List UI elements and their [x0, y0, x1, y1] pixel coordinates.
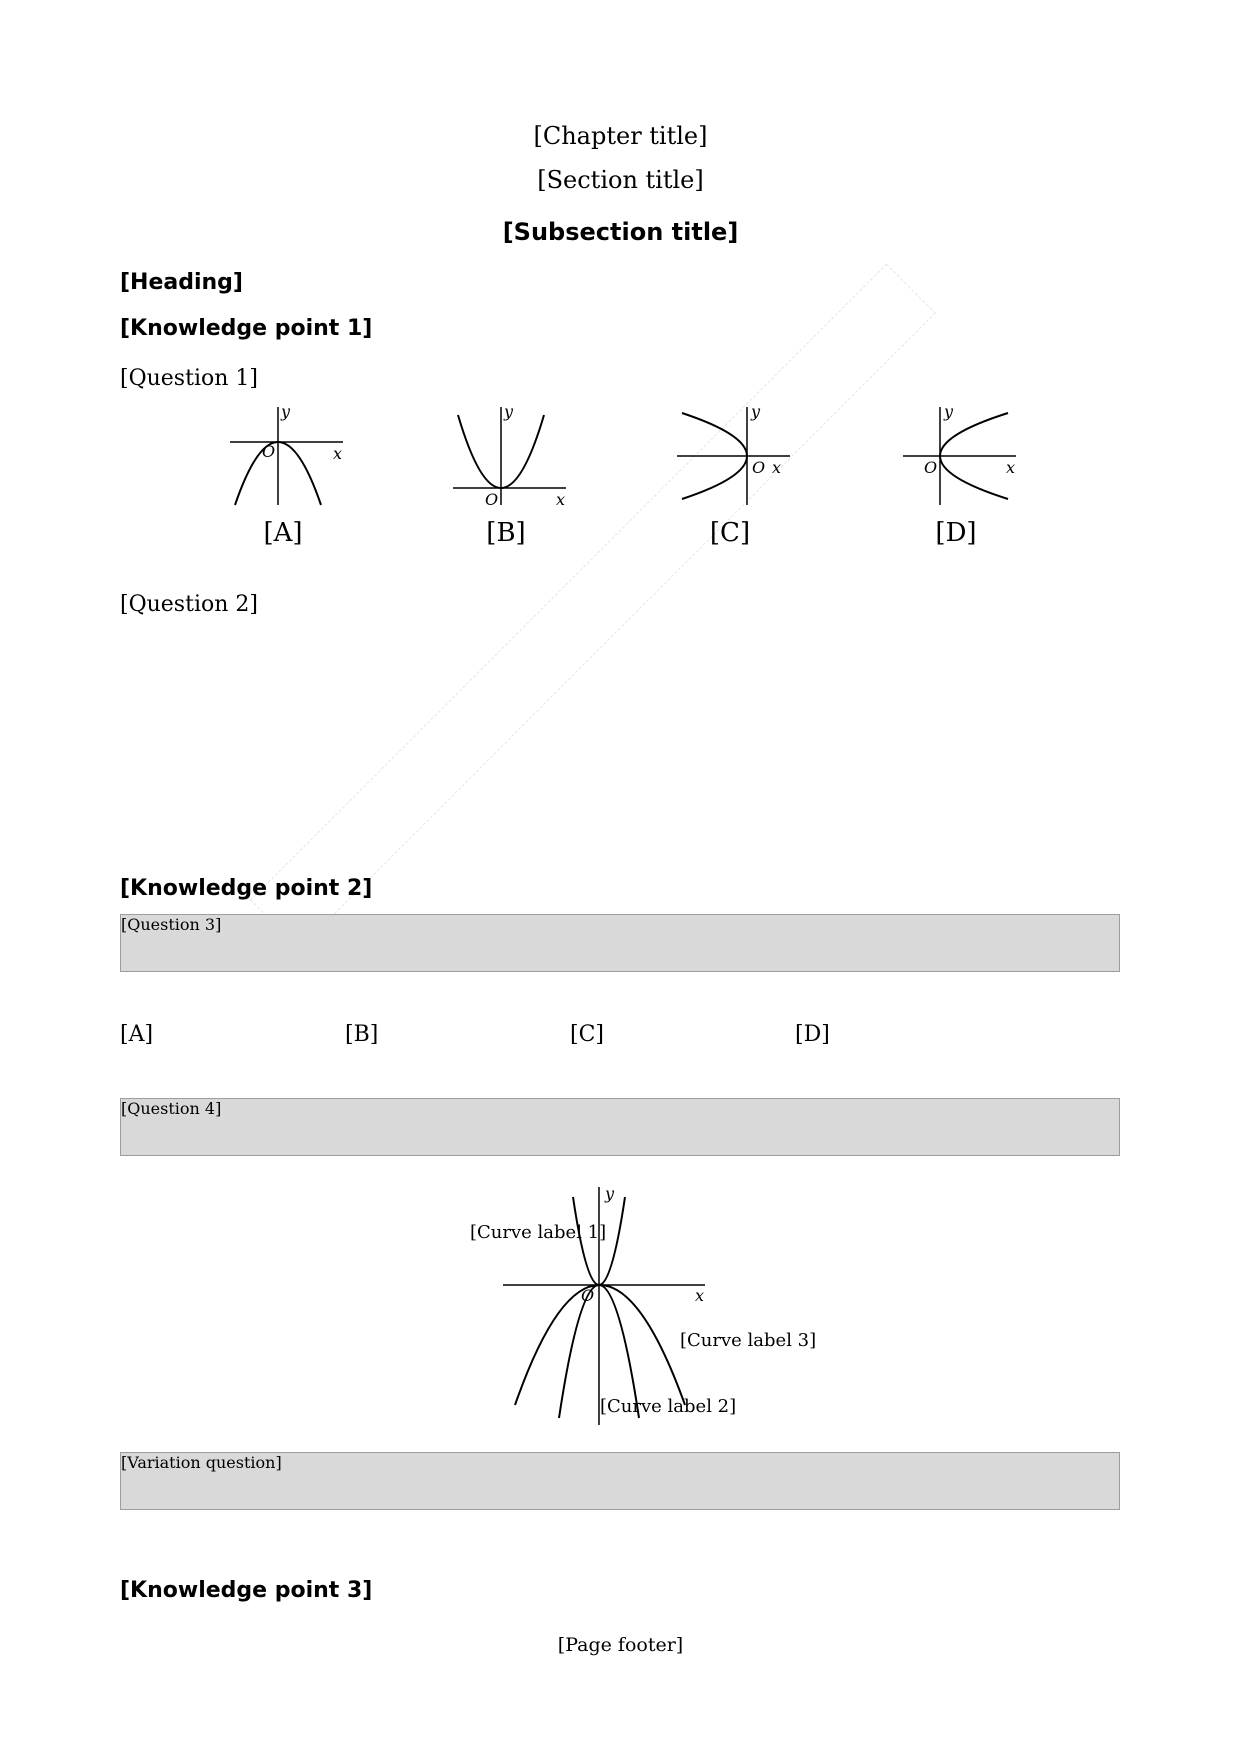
origin-label: O [752, 458, 766, 477]
variation-question-text: [Variation question] [120, 1452, 1120, 1510]
curve-label-3: [Curve label 3] [680, 1330, 817, 1351]
q1-graph-b [448, 405, 568, 510]
y-axis-label: y [504, 405, 514, 421]
q1-caption-b: [B] [486, 518, 526, 548]
curve-label-2: [Curve label 2] [600, 1396, 737, 1417]
q1-graph-a [225, 405, 345, 510]
origin-label: O [581, 1286, 595, 1305]
origin-label: O [485, 490, 499, 509]
x-axis-label: x [695, 1286, 705, 1305]
question-4-text: [Question 4] [120, 1098, 1120, 1156]
knowledge-point-2-heading: [Knowledge point 2] [120, 876, 373, 901]
q3-option-a: [A] [120, 1022, 154, 1047]
x-axis-label: x [556, 490, 566, 509]
section-title: [Section title] [537, 166, 704, 194]
y-axis-label: y [944, 405, 954, 421]
question-3-text: [Question 3] [120, 914, 1120, 972]
subsection-title: [Subsection title] [502, 218, 739, 246]
question-1-text: [Question 1] [120, 366, 258, 391]
origin-label: O [262, 442, 276, 461]
q1-caption-c: [C] [709, 518, 751, 548]
q3-option-c: [C] [570, 1022, 604, 1047]
curve-label-1: [Curve label 1] [470, 1222, 607, 1243]
origin-label: O [924, 458, 938, 477]
y-axis-label: y [605, 1185, 615, 1203]
chapter-title: [Chapter title] [533, 122, 708, 150]
x-axis-label: x [333, 444, 343, 463]
q1-graph-d [898, 405, 1018, 510]
page-footer: [Page footer] [557, 1634, 684, 1656]
q3-option-d: [D] [795, 1022, 830, 1047]
q1-graph-c [672, 405, 792, 510]
q3-option-b: [B] [345, 1022, 379, 1047]
y-axis-label: y [751, 405, 761, 421]
practice-heading: [Heading] [120, 270, 243, 295]
q1-caption-d: [D] [935, 518, 977, 548]
x-axis-label: x [772, 458, 782, 477]
x-axis-label: x [1006, 458, 1016, 477]
y-axis-label: y [281, 405, 291, 421]
q1-caption-a: [A] [263, 518, 303, 548]
knowledge-point-3-heading: [Knowledge point 3] [120, 1578, 373, 1603]
knowledge-point-1-heading: [Knowledge point 1] [120, 316, 373, 341]
question-2-text: [Question 2] [120, 592, 258, 617]
